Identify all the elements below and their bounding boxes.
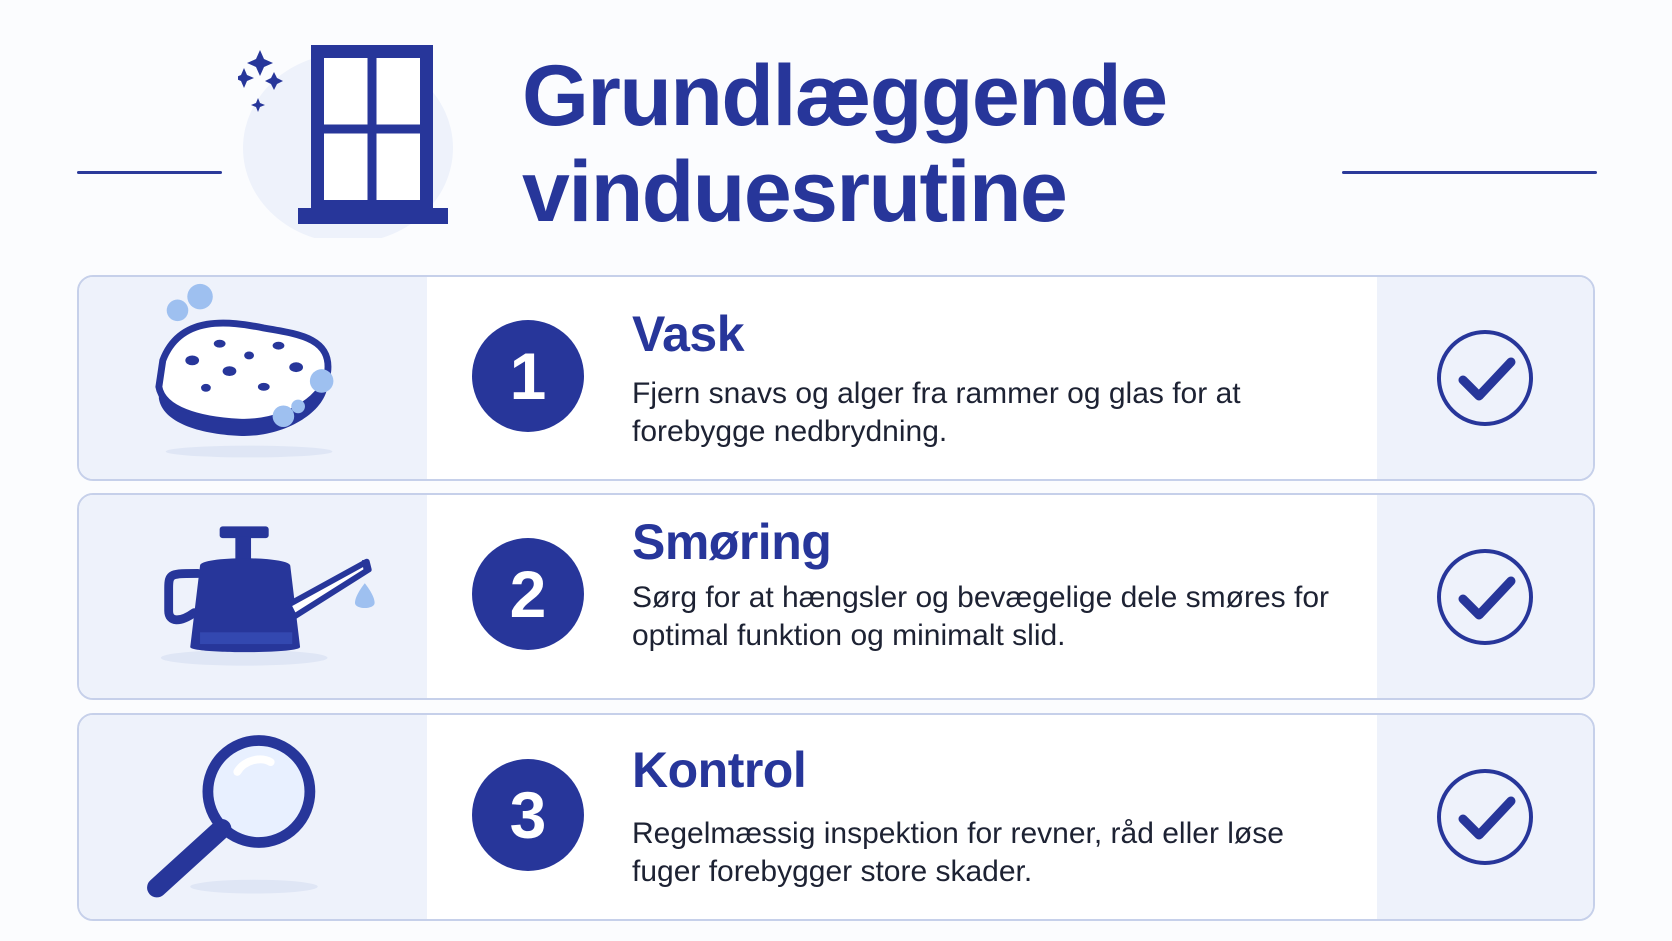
step-title: Kontrol (632, 742, 807, 798)
header-rule-left (77, 171, 222, 174)
header (0, 0, 1672, 262)
step-description: Regelmæssig inspektion for revner, råd eller løse fuger forebygger store skader. (632, 817, 1284, 888)
step-check-panel (1377, 495, 1593, 698)
step-illustration-panel (79, 277, 427, 479)
check-circle-icon (1431, 543, 1539, 651)
window-icon (238, 28, 488, 238)
magnifying-glass-icon (79, 715, 427, 919)
header-rule-right (1342, 171, 1597, 174)
step-card-inspection (77, 713, 1595, 921)
check-circle-icon (1431, 763, 1539, 871)
step-card-wash (77, 275, 1595, 481)
oil-can-icon (79, 495, 427, 698)
page-title-line2: vinduesrutine (522, 144, 1067, 240)
step-number-badge: 3 (472, 759, 584, 871)
sponge-icon (79, 277, 427, 479)
step-number-badge: 2 (472, 538, 584, 650)
page-title-line1: Grundlæggende (522, 48, 1167, 144)
step-card-lubrication (77, 493, 1595, 700)
step-check-panel (1377, 715, 1593, 919)
step-title: Vask (632, 306, 745, 362)
step-description: Sørg for at hængsler og bevægelige dele smøres for optimal funktion og minimalt slid. (632, 581, 1329, 652)
step-description: Fjern snavs og alger fra rammer og glas for at forebygge nedbrydning. (632, 377, 1241, 448)
page-title (522, 48, 1167, 240)
step-illustration-panel (79, 495, 427, 698)
check-circle-icon (1431, 324, 1539, 432)
step-illustration-panel (79, 715, 427, 919)
step-title: Smøring (632, 514, 832, 570)
step-check-panel (1377, 277, 1593, 479)
step-number-badge: 1 (472, 320, 584, 432)
